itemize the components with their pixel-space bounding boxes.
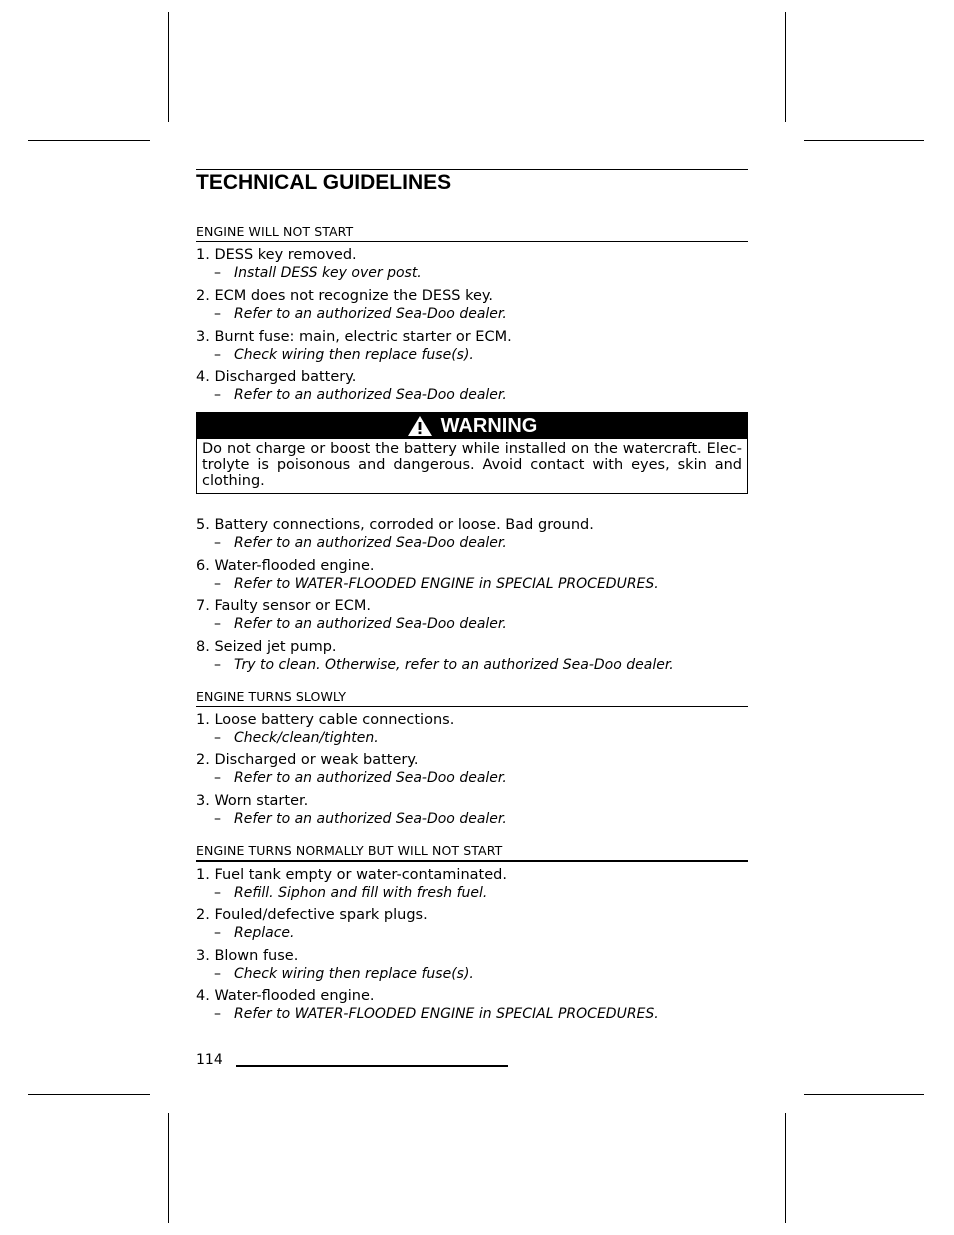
list-item [196,906,748,942]
list-item [196,947,748,983]
item-text: 2. Fouled/defective spark plugs. [196,907,428,923]
warning-text: Do not charge or boost the battery while installed on the watercraft. Elec-trolyte is poisonous and dangerous. Avoid contact with eyes, skin and clothing. [202,441,742,489]
list-item [196,368,748,404]
remedy-text: Refill. Siphon and fill with fresh fuel. [234,885,488,901]
remedy-text: Refer to an authorized Sea-Doo dealer. [234,811,507,827]
section-heading [196,843,748,862]
list-item [196,638,748,674]
crop-mark [28,1094,150,1095]
crop-mark [168,1113,169,1223]
remedy-text: Check wiring then replace fuse(s). [234,347,474,363]
item-text: 2. ECM does not recognize the DESS key. [196,288,494,304]
remedy-text: Check wiring then replace fuse(s). [234,966,474,982]
list-item [196,246,748,282]
dash: – [214,306,221,322]
remedy-text: Replace. [234,925,295,941]
page-number: 114 [196,1052,223,1068]
section-heading-text: ENGINE TURNS NORMALLY BUT WILL NOT START [196,843,748,862]
section-heading [196,224,748,242]
dash: – [214,347,221,363]
crop-mark [804,1094,924,1095]
page-title: TECHNICAL GUIDELINES [196,171,452,194]
list-item [196,328,748,364]
remedy-text: Install DESS key over post. [234,265,422,281]
remedy-text: Refer to an authorized Sea-Doo dealer. [234,770,507,786]
item-remedy [196,810,748,828]
item-remedy [196,1005,748,1023]
item-text: 4. Water-flooded engine. [196,988,375,1004]
warning-box [196,412,748,494]
remedy-text: Refer to WATER-FLOODED ENGINE in SPECIAL PROCEDURES. [234,576,659,592]
item-text: 1. DESS key removed. [196,247,357,263]
crop-mark [804,140,924,141]
list-item [196,751,748,787]
list-item [196,987,748,1023]
crop-mark [785,1113,786,1223]
list-item [196,597,748,633]
warning-triangle-icon [407,415,433,437]
item-text: 3. Blown fuse. [196,948,299,964]
item-text: 4. Discharged battery. [196,369,357,385]
list-item [196,711,748,747]
item-remedy [196,656,748,674]
item-remedy [196,386,748,404]
item-remedy [196,769,748,787]
remedy-text: Refer to an authorized Sea-Doo dealer. [234,535,507,551]
dash: – [214,966,221,982]
item-remedy [196,729,748,747]
remedy-text: Try to clean. Otherwise, refer to an authorized Sea-Doo dealer. [234,657,674,673]
item-text: 3. Burnt fuse: main, electric starter or ECM. [196,329,512,345]
crop-mark [28,140,150,141]
dash: – [214,730,221,746]
footer-rule [236,1065,508,1067]
section-heading [196,689,748,707]
list-item [196,557,748,593]
dash: – [214,616,221,632]
item-remedy [196,305,748,323]
dash: – [214,576,221,592]
item-remedy [196,575,748,593]
item-text: 1. Loose battery cable connections. [196,712,455,728]
crop-mark [785,12,786,122]
list-item [196,287,748,323]
item-remedy [196,264,748,282]
list-item [196,866,748,902]
item-text: 1. Fuel tank empty or water-contaminated. [196,867,507,883]
item-remedy [196,346,748,364]
dash: – [214,811,221,827]
warning-header [197,413,747,439]
remedy-text: Refer to an authorized Sea-Doo dealer. [234,387,507,403]
dash: – [214,387,221,403]
remedy-text: Refer to WATER-FLOODED ENGINE in SPECIAL PROCEDURES. [234,1006,659,1022]
remedy-text: Check/clean/tighten. [234,730,379,746]
item-text: 7. Faulty sensor or ECM. [196,598,371,614]
dash: – [214,265,221,281]
warning-title: WARNING [440,414,538,437]
item-remedy [196,615,748,633]
item-text: 2. Discharged or weak battery. [196,752,419,768]
dash: – [214,535,221,551]
dash: – [214,657,221,673]
dash: – [214,770,221,786]
section-heading-text: ENGINE WILL NOT START [196,224,748,242]
crop-mark [168,12,169,122]
item-remedy [196,924,748,942]
item-text: 5. Battery connections, corroded or loose. Bad ground. [196,517,594,533]
dash: – [214,1006,221,1022]
dash: – [214,925,221,941]
item-remedy [196,534,748,552]
item-remedy [196,965,748,983]
list-item [196,792,748,828]
dash: – [214,885,221,901]
remedy-text: Refer to an authorized Sea-Doo dealer. [234,306,507,322]
list-item [196,516,748,552]
item-text: 8. Seized jet pump. [196,639,337,655]
remedy-text: Refer to an authorized Sea-Doo dealer. [234,616,507,632]
item-remedy [196,884,748,902]
item-text: 3. Worn starter. [196,793,309,809]
section-heading-text: ENGINE TURNS SLOWLY [196,689,748,707]
item-text: 6. Water-flooded engine. [196,558,375,574]
